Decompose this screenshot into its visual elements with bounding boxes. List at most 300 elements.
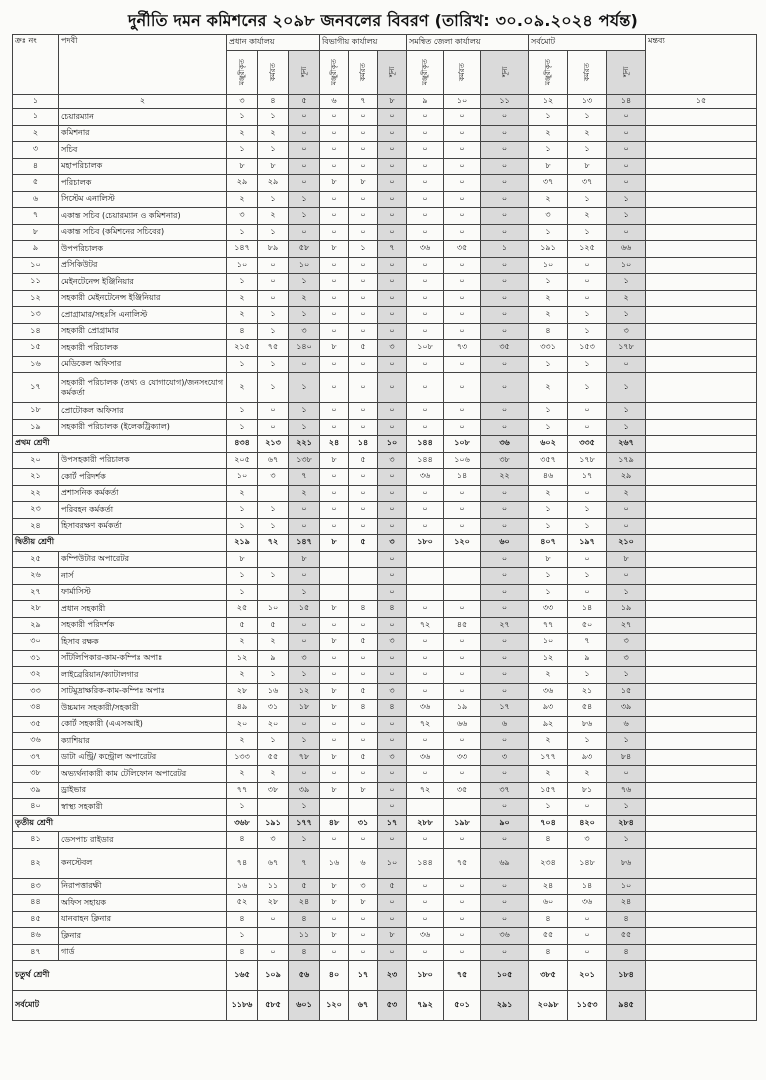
row-remarks bbox=[646, 323, 757, 340]
row-value: ১ bbox=[227, 274, 258, 291]
row-value: ০ bbox=[378, 518, 407, 535]
row-value: ১৭৭ bbox=[529, 749, 568, 766]
row-designation: ফার্মাসিস্ট bbox=[59, 584, 227, 601]
row-value: ১৬৫ bbox=[227, 961, 258, 991]
row-value: ০ bbox=[378, 650, 407, 667]
row-value: ১৯ bbox=[444, 700, 481, 717]
row-serial: ৪৬ bbox=[13, 928, 59, 945]
row-value: ০ bbox=[378, 125, 407, 142]
row-value: ০ bbox=[320, 733, 349, 750]
column-number: ৯ bbox=[407, 95, 444, 109]
row-value: ০ bbox=[378, 323, 407, 340]
row-value: ১০ bbox=[258, 601, 289, 618]
table-row bbox=[13, 257, 757, 274]
row-value: ৪৯ bbox=[227, 700, 258, 717]
table-row bbox=[13, 848, 757, 878]
row-remarks bbox=[646, 961, 757, 991]
row-value: ০ bbox=[349, 257, 378, 274]
row-value: ২ bbox=[227, 373, 258, 403]
row-value: ১ bbox=[227, 928, 258, 945]
row-value: ০ bbox=[320, 502, 349, 519]
row-designation: প্রোগ্রামার/সহঃসি এনালিস্ট bbox=[59, 307, 227, 324]
row-value: ১ bbox=[258, 667, 289, 684]
row-value: ১ bbox=[258, 142, 289, 159]
row-value: ২ bbox=[227, 667, 258, 684]
row-value: ০ bbox=[481, 667, 529, 684]
row-serial: ৯ bbox=[13, 241, 59, 258]
row-value: ০ bbox=[407, 683, 444, 700]
table-row bbox=[13, 356, 757, 373]
row-value: ০ bbox=[481, 895, 529, 912]
row-value: ০ bbox=[481, 683, 529, 700]
row-value: ১ bbox=[349, 241, 378, 258]
column-number: ৩ bbox=[227, 95, 258, 109]
table-row bbox=[13, 928, 757, 945]
row-value: ৫৫ bbox=[529, 928, 568, 945]
row-serial: ১৮ bbox=[13, 403, 59, 420]
row-value: ৯৪৫ bbox=[607, 991, 646, 1021]
row-value: ০ bbox=[568, 928, 607, 945]
table-row bbox=[13, 584, 757, 601]
column-number: ১১ bbox=[481, 95, 529, 109]
row-value: ০ bbox=[378, 158, 407, 175]
row-value: ৬৭ bbox=[258, 452, 289, 469]
row-value: ৭৩ bbox=[444, 340, 481, 357]
row-value: ২ bbox=[529, 125, 568, 142]
header-sub bbox=[607, 51, 646, 95]
row-value: ০ bbox=[444, 403, 481, 420]
row-value: ০ bbox=[407, 323, 444, 340]
row-value: ০ bbox=[444, 142, 481, 159]
row-value: ০ bbox=[444, 290, 481, 307]
row-value: ০ bbox=[378, 307, 407, 324]
row-value: ০ bbox=[607, 158, 646, 175]
row-value: ১৬ bbox=[227, 878, 258, 895]
row-value: ৩ bbox=[568, 832, 607, 849]
row-value: ৮৯ bbox=[258, 241, 289, 258]
row-value: ০ bbox=[320, 469, 349, 486]
row-value: ২৪ bbox=[320, 436, 349, 453]
row-remarks bbox=[646, 502, 757, 519]
row-value: ০ bbox=[320, 832, 349, 849]
row-value: ০ bbox=[378, 419, 407, 436]
row-value: ৩৩ bbox=[444, 749, 481, 766]
row-value: ৯০ bbox=[481, 815, 529, 832]
row-value: ০ bbox=[320, 650, 349, 667]
row-value: ০ bbox=[444, 832, 481, 849]
row-value: ৪ bbox=[227, 911, 258, 928]
row-value: ০ bbox=[378, 944, 407, 961]
row-value: ৩৫ bbox=[444, 241, 481, 258]
row-value: ১ bbox=[227, 403, 258, 420]
row-serial: ৩৭ bbox=[13, 749, 59, 766]
row-value: ০ bbox=[378, 469, 407, 486]
row-value: ৮৬ bbox=[607, 848, 646, 878]
row-value: ১ bbox=[607, 191, 646, 208]
row-value: ০ bbox=[320, 290, 349, 307]
row-remarks bbox=[646, 878, 757, 895]
row-value: ১৫৩ bbox=[568, 340, 607, 357]
row-value: ১ bbox=[481, 241, 529, 258]
row-value: ১১ bbox=[289, 928, 320, 945]
row-value: ৭৯২ bbox=[407, 991, 444, 1021]
row-value: ০ bbox=[607, 568, 646, 585]
row-value: ৯ bbox=[258, 650, 289, 667]
row-designation: স্বাস্থ্য সহকারী bbox=[59, 799, 227, 816]
table-row bbox=[13, 307, 757, 324]
group-name: তৃতীয় শ্রেণী bbox=[13, 815, 227, 832]
row-serial: ৪৫ bbox=[13, 911, 59, 928]
row-value: ১০৯ bbox=[258, 961, 289, 991]
row-value: ১ bbox=[227, 224, 258, 241]
row-value: ১৩৮ bbox=[289, 452, 320, 469]
row-value: ৮ bbox=[529, 158, 568, 175]
row-value: ১ bbox=[568, 356, 607, 373]
row-value: ১ bbox=[568, 667, 607, 684]
row-value: ২৬৭ bbox=[607, 436, 646, 453]
row-designation: একান্ত সচিব (চেয়ারম্যান ও কমিশনার) bbox=[59, 208, 227, 225]
row-value: ৬০১ bbox=[289, 991, 320, 1021]
row-remarks bbox=[646, 832, 757, 849]
row-value: ০ bbox=[378, 667, 407, 684]
row-value: ০ bbox=[320, 716, 349, 733]
row-designation: কোর্ট পরিদর্শক bbox=[59, 469, 227, 486]
row-value: ০ bbox=[407, 373, 444, 403]
row-value: ৮ bbox=[320, 634, 349, 651]
row-serial: ১৭ bbox=[13, 373, 59, 403]
row-value: ১০ bbox=[607, 878, 646, 895]
row-value: ০ bbox=[444, 274, 481, 291]
row-value: ০ bbox=[289, 175, 320, 192]
row-value: ৫৮ bbox=[289, 241, 320, 258]
row-value: ১৮০ bbox=[407, 535, 444, 552]
row-value bbox=[407, 568, 444, 585]
row-value: ০ bbox=[407, 142, 444, 159]
row-value: ২৭ bbox=[481, 617, 529, 634]
row-serial: ২০ bbox=[13, 452, 59, 469]
row-designation: একান্ত সচিব (কমিশনের সচিবের) bbox=[59, 224, 227, 241]
row-value: ০ bbox=[407, 125, 444, 142]
row-value: ১৪৪ bbox=[407, 436, 444, 453]
row-value: ০ bbox=[378, 568, 407, 585]
row-remarks bbox=[646, 799, 757, 816]
row-serial: ৪ bbox=[13, 158, 59, 175]
row-value: ১ bbox=[258, 373, 289, 403]
row-value: ৭৬ bbox=[607, 782, 646, 799]
header-sub-label: কর্মরত bbox=[583, 62, 592, 81]
row-value: ১৬ bbox=[320, 848, 349, 878]
row-designation: পরিবহন কর্মকর্তা bbox=[59, 502, 227, 519]
row-value: ৫৪ bbox=[568, 700, 607, 717]
row-value: ০ bbox=[444, 733, 481, 750]
row-value: ১ bbox=[289, 419, 320, 436]
row-value: ০ bbox=[378, 911, 407, 928]
row-value: ১৪৪ bbox=[407, 848, 444, 878]
row-value: ০ bbox=[407, 733, 444, 750]
row-remarks bbox=[646, 191, 757, 208]
table-row bbox=[13, 403, 757, 420]
row-value: ৩ bbox=[378, 452, 407, 469]
row-value: ১৭ bbox=[349, 961, 378, 991]
table-row bbox=[13, 191, 757, 208]
row-designation: অভ্যর্থনাকারী কাম টেলিফোন অপারেটর bbox=[59, 766, 227, 783]
row-value: ৭৭ bbox=[227, 782, 258, 799]
row-value: ৪ bbox=[378, 601, 407, 618]
table-row bbox=[13, 634, 757, 651]
row-value: ০ bbox=[407, 403, 444, 420]
table-row bbox=[13, 274, 757, 291]
column-number: ১০ bbox=[444, 95, 481, 109]
row-value: ০ bbox=[481, 109, 529, 126]
row-value: ১ bbox=[529, 109, 568, 126]
row-value: ০ bbox=[289, 142, 320, 159]
table-row bbox=[13, 452, 757, 469]
column-number: ৪ bbox=[258, 95, 289, 109]
row-serial: ৪১ bbox=[13, 832, 59, 849]
row-remarks bbox=[646, 436, 757, 453]
row-value: ১ bbox=[227, 109, 258, 126]
row-value: ২০ bbox=[258, 716, 289, 733]
row-value: ০ bbox=[320, 208, 349, 225]
row-value: ০ bbox=[444, 109, 481, 126]
row-value: ০ bbox=[444, 485, 481, 502]
row-value: ৩ bbox=[378, 634, 407, 651]
row-value: ০ bbox=[481, 125, 529, 142]
header-sub bbox=[349, 51, 378, 95]
header-sub-label: শূন্য bbox=[300, 66, 308, 77]
row-value: ৩৮৫ bbox=[529, 961, 568, 991]
row-value: ০ bbox=[481, 257, 529, 274]
row-value: ০ bbox=[258, 274, 289, 291]
row-value: ০ bbox=[444, 911, 481, 928]
row-value: ১০ bbox=[227, 469, 258, 486]
row-value: ১৩৩ bbox=[227, 749, 258, 766]
row-value: ০ bbox=[320, 307, 349, 324]
row-value: ২০ bbox=[227, 716, 258, 733]
row-value: ০ bbox=[444, 224, 481, 241]
row-value: ৫০১ bbox=[444, 991, 481, 1021]
row-value: ২১৯ bbox=[227, 535, 258, 552]
row-value: ৪ bbox=[289, 944, 320, 961]
row-designation: পরিচালক bbox=[59, 175, 227, 192]
row-value: ০ bbox=[481, 650, 529, 667]
row-value: ০ bbox=[320, 667, 349, 684]
row-value: ২ bbox=[607, 485, 646, 502]
row-value: ০ bbox=[320, 403, 349, 420]
row-value: ২৮ bbox=[258, 895, 289, 912]
row-value: ০ bbox=[258, 290, 289, 307]
row-value: ১৮০ bbox=[407, 961, 444, 991]
row-value: ০ bbox=[378, 551, 407, 568]
row-value: ৮ bbox=[320, 749, 349, 766]
row-serial: ৩০ bbox=[13, 634, 59, 651]
row-value: ৯৩ bbox=[529, 700, 568, 717]
row-value: ৪ bbox=[378, 700, 407, 717]
row-value: ০ bbox=[407, 175, 444, 192]
row-remarks bbox=[646, 944, 757, 961]
row-value: ১ bbox=[568, 733, 607, 750]
row-value: ১ bbox=[568, 502, 607, 519]
row-remarks bbox=[646, 356, 757, 373]
row-value: ৬ bbox=[607, 716, 646, 733]
row-value: ৭২ bbox=[407, 617, 444, 634]
table-row bbox=[13, 340, 757, 357]
row-value: ১৪৭ bbox=[289, 535, 320, 552]
row-value: ৩ bbox=[607, 323, 646, 340]
row-serial: ২২ bbox=[13, 485, 59, 502]
row-value: ১৯৭ bbox=[568, 535, 607, 552]
row-value: ৩ bbox=[289, 650, 320, 667]
row-value: ৮ bbox=[349, 895, 378, 912]
table-row bbox=[13, 125, 757, 142]
row-value: ১ bbox=[607, 307, 646, 324]
row-value: ০ bbox=[349, 667, 378, 684]
row-value: ০ bbox=[289, 568, 320, 585]
row-value: ০ bbox=[481, 419, 529, 436]
header-sub bbox=[378, 51, 407, 95]
row-value: ২ bbox=[227, 290, 258, 307]
row-value: ৩৬ bbox=[481, 436, 529, 453]
row-value: ১ bbox=[529, 356, 568, 373]
row-value: ৩৫৭ bbox=[529, 452, 568, 469]
group-name: সর্বমোট bbox=[13, 991, 227, 1021]
row-value: ২ bbox=[289, 485, 320, 502]
row-value: ৩৩১ bbox=[529, 340, 568, 357]
row-value: ০ bbox=[444, 356, 481, 373]
column-number: ৭ bbox=[349, 95, 378, 109]
row-remarks bbox=[646, 911, 757, 928]
row-value: ০ bbox=[444, 323, 481, 340]
table-row bbox=[13, 683, 757, 700]
row-remarks bbox=[646, 241, 757, 258]
header-sub-label: মঞ্জুরীকৃত bbox=[238, 58, 246, 85]
row-serial: ৪০ bbox=[13, 799, 59, 816]
row-value: ৮ bbox=[378, 928, 407, 945]
row-value: ১ bbox=[607, 274, 646, 291]
header-sub bbox=[568, 51, 607, 95]
row-value: ০ bbox=[289, 716, 320, 733]
row-value: ০ bbox=[320, 191, 349, 208]
row-remarks bbox=[646, 895, 757, 912]
row-designation: মহাপরিচালক bbox=[59, 158, 227, 175]
row-value: ০ bbox=[320, 224, 349, 241]
row-value: ১ bbox=[289, 373, 320, 403]
group-name: প্রথম শ্রেণী bbox=[13, 436, 227, 453]
row-value: ০ bbox=[320, 518, 349, 535]
row-designation: প্রধান সহকারী bbox=[59, 601, 227, 618]
row-value: ৭০৪ bbox=[529, 815, 568, 832]
row-value: ০ bbox=[378, 617, 407, 634]
header-sub-label: কর্মরত bbox=[269, 62, 277, 81]
row-value: ৮ bbox=[349, 782, 378, 799]
table-row bbox=[13, 485, 757, 502]
row-value: ০ bbox=[378, 799, 407, 816]
row-value: ১৭ bbox=[481, 700, 529, 717]
row-value: ০ bbox=[349, 158, 378, 175]
row-remarks bbox=[646, 142, 757, 159]
row-value: ০ bbox=[407, 208, 444, 225]
row-value: ১ bbox=[227, 419, 258, 436]
row-value: ০ bbox=[378, 895, 407, 912]
row-value: ৫৫ bbox=[258, 749, 289, 766]
row-value: ০ bbox=[378, 502, 407, 519]
row-value bbox=[444, 568, 481, 585]
row-value: ১৪ bbox=[444, 469, 481, 486]
row-value: ৮ bbox=[320, 175, 349, 192]
row-value: ০ bbox=[349, 766, 378, 783]
row-value: ১৭৮ bbox=[607, 340, 646, 357]
row-value: ৬০ bbox=[529, 895, 568, 912]
row-value: ০ bbox=[481, 142, 529, 159]
table-row bbox=[13, 766, 757, 783]
row-value bbox=[407, 799, 444, 816]
row-value: ২ bbox=[289, 290, 320, 307]
table-row bbox=[13, 733, 757, 750]
row-value: ৭ bbox=[289, 469, 320, 486]
table-row bbox=[13, 290, 757, 307]
row-value: ১ bbox=[607, 584, 646, 601]
row-value: ০ bbox=[378, 733, 407, 750]
row-value: ১০ bbox=[378, 436, 407, 453]
row-value: ৪ bbox=[227, 832, 258, 849]
row-designation: সহকারী প্রোগ্রামার bbox=[59, 323, 227, 340]
row-value: ১৫ bbox=[607, 683, 646, 700]
row-serial: ৩২ bbox=[13, 667, 59, 684]
row-value: ০ bbox=[444, 191, 481, 208]
row-value: ৩ bbox=[258, 469, 289, 486]
header-sub-label: মঞ্জুরীকৃত bbox=[421, 58, 430, 85]
row-value: ৫০ bbox=[568, 617, 607, 634]
row-remarks bbox=[646, 208, 757, 225]
row-value: ০ bbox=[349, 208, 378, 225]
row-value: ১৭৭ bbox=[289, 815, 320, 832]
row-value: ১ bbox=[258, 191, 289, 208]
table-row bbox=[13, 373, 757, 403]
row-value: ৪০৭ bbox=[529, 535, 568, 552]
row-value: ২০৯৮ bbox=[529, 991, 568, 1021]
row-serial: ৩৩ bbox=[13, 683, 59, 700]
row-serial: ৪২ bbox=[13, 848, 59, 878]
header-designation: পদবী bbox=[59, 35, 227, 95]
row-value: ৩৬ bbox=[407, 469, 444, 486]
row-value: ০ bbox=[444, 502, 481, 519]
row-value bbox=[349, 799, 378, 816]
row-value: ০ bbox=[444, 257, 481, 274]
row-designation: সহকারী পরিচালক bbox=[59, 340, 227, 357]
row-value: ০ bbox=[444, 419, 481, 436]
table-row bbox=[13, 241, 757, 258]
row-value: ৭৭ bbox=[529, 617, 568, 634]
row-value: ২৮৪ bbox=[607, 815, 646, 832]
row-serial: ৩৬ bbox=[13, 733, 59, 750]
row-value: ৪ bbox=[607, 944, 646, 961]
row-value: ০ bbox=[349, 356, 378, 373]
row-designation: কম্পিউটার অপারেটর bbox=[59, 551, 227, 568]
row-value bbox=[320, 568, 349, 585]
row-value: ২৯ bbox=[607, 469, 646, 486]
table-row bbox=[13, 911, 757, 928]
row-value: ০ bbox=[568, 911, 607, 928]
row-value: ০ bbox=[378, 832, 407, 849]
row-value: ৮ bbox=[568, 158, 607, 175]
row-value: ০ bbox=[378, 224, 407, 241]
manpower-table bbox=[12, 34, 757, 1021]
row-remarks bbox=[646, 403, 757, 420]
row-remarks bbox=[646, 766, 757, 783]
row-value: ১ bbox=[568, 109, 607, 126]
row-value: ১৮৪ bbox=[607, 961, 646, 991]
table-row bbox=[13, 799, 757, 816]
